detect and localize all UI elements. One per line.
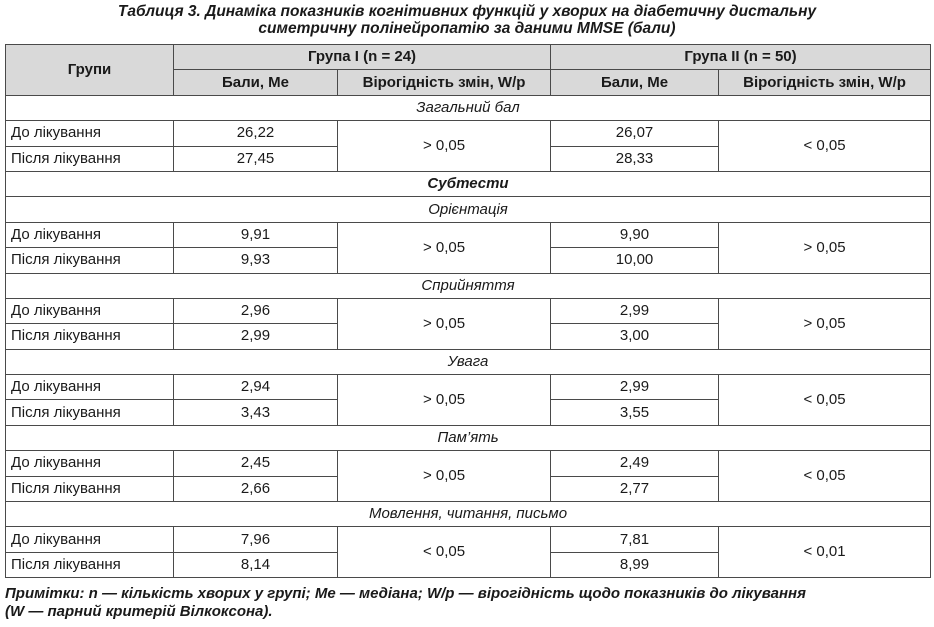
- g1-before-value: 2,45: [174, 451, 338, 476]
- section-row: [6, 502, 931, 527]
- section-row: [6, 171, 931, 196]
- g1-significance: > 0,05: [338, 451, 551, 502]
- section-title: Сприйняття: [6, 273, 931, 298]
- g2-after-value: 3,55: [551, 400, 719, 425]
- header-g1-score: Бали, Ме: [174, 70, 338, 95]
- row-label-after: Після лікування: [6, 552, 174, 577]
- g1-significance: > 0,05: [338, 375, 551, 426]
- table-row: [6, 527, 931, 552]
- section-row: [6, 273, 931, 298]
- header-group2: Група II (n = 50): [551, 45, 931, 70]
- g2-after-value: 2,77: [551, 476, 719, 501]
- header-g2-score: Бали, Ме: [551, 70, 719, 95]
- g2-significance: > 0,05: [719, 222, 931, 273]
- g2-before-value: 2,99: [551, 375, 719, 400]
- g2-after-value: 8,99: [551, 552, 719, 577]
- g1-after-value: 27,45: [174, 146, 338, 171]
- section-title: Орієнтація: [6, 197, 931, 222]
- row-label-after: Після лікування: [6, 146, 174, 171]
- section-title: Увага: [6, 349, 931, 374]
- g2-before-value: 2,49: [551, 451, 719, 476]
- table-note: [5, 585, 930, 621]
- row-label-before: До лікування: [6, 375, 174, 400]
- table-note-line1: Примітки: n — кількість хворих у групі; Me — медіана; W/p — вірогідність щодо показників до лікування: [5, 585, 806, 602]
- g1-before-value: 2,96: [174, 298, 338, 323]
- subtests-title: Субтести: [6, 171, 931, 196]
- g1-significance: < 0,05: [338, 527, 551, 578]
- row-label-after: Після лікування: [6, 324, 174, 349]
- section-row: [6, 425, 931, 450]
- g1-after-value: 2,66: [174, 476, 338, 501]
- g2-before-value: 9,90: [551, 222, 719, 247]
- g1-after-value: 8,14: [174, 552, 338, 577]
- row-label-before: До лікування: [6, 451, 174, 476]
- row-label-before: До лікування: [6, 527, 174, 552]
- mmse-table: [5, 44, 931, 578]
- g1-after-value: 2,99: [174, 324, 338, 349]
- g2-before-value: 26,07: [551, 121, 719, 146]
- table-title: [0, 0, 934, 37]
- row-label-after: Після лікування: [6, 476, 174, 501]
- g1-after-value: 3,43: [174, 400, 338, 425]
- section-title: Мовлення, читання, письмо: [6, 502, 931, 527]
- g2-before-value: 2,99: [551, 298, 719, 323]
- g2-significance: < 0,05: [719, 121, 931, 172]
- table-title-line1: Таблиця 3. Динаміка показників когнітивних функцій у хворих на діабетичну дистальну: [117, 3, 817, 20]
- section-title: Загальний бал: [6, 95, 931, 120]
- section-row: [6, 349, 931, 374]
- header-row-1: [6, 45, 931, 70]
- g1-before-value: 26,22: [174, 121, 338, 146]
- g2-after-value: 28,33: [551, 146, 719, 171]
- g1-before-value: 7,96: [174, 527, 338, 552]
- g1-after-value: 9,93: [174, 248, 338, 273]
- g1-significance: > 0,05: [338, 298, 551, 349]
- row-label-after: Після лікування: [6, 248, 174, 273]
- row-label-after: Після лікування: [6, 400, 174, 425]
- table-title-line2: симетричну полінейропатію за даними MMSE (бали): [258, 20, 676, 37]
- section-row: [6, 197, 931, 222]
- section-title: Пам’ять: [6, 425, 931, 450]
- table-row: [6, 375, 931, 400]
- g1-before-value: 9,91: [174, 222, 338, 247]
- g2-significance: < 0,01: [719, 527, 931, 578]
- g2-significance: < 0,05: [719, 375, 931, 426]
- row-label-before: До лікування: [6, 121, 174, 146]
- header-groups: Групи: [6, 45, 174, 96]
- g2-significance: < 0,05: [719, 451, 931, 502]
- table-row: [6, 451, 931, 476]
- g2-significance: > 0,05: [719, 298, 931, 349]
- header-group1: Група I (n = 24): [174, 45, 551, 70]
- g1-before-value: 2,94: [174, 375, 338, 400]
- table-row: [6, 222, 931, 247]
- section-row: [6, 95, 931, 120]
- header-g2-significance: Вірогідність змін, W/p: [719, 70, 931, 95]
- row-label-before: До лікування: [6, 222, 174, 247]
- header-g1-significance: Вірогідність змін, W/p: [338, 70, 551, 95]
- g2-before-value: 7,81: [551, 527, 719, 552]
- row-label-before: До лікування: [6, 298, 174, 323]
- g1-significance: > 0,05: [338, 222, 551, 273]
- g2-after-value: 10,00: [551, 248, 719, 273]
- table-row: [6, 121, 931, 146]
- g2-after-value: 3,00: [551, 324, 719, 349]
- table-row: [6, 298, 931, 323]
- table-note-line2: (W — парний критерій Вілкоксона).: [5, 603, 273, 620]
- g1-significance: > 0,05: [338, 121, 551, 172]
